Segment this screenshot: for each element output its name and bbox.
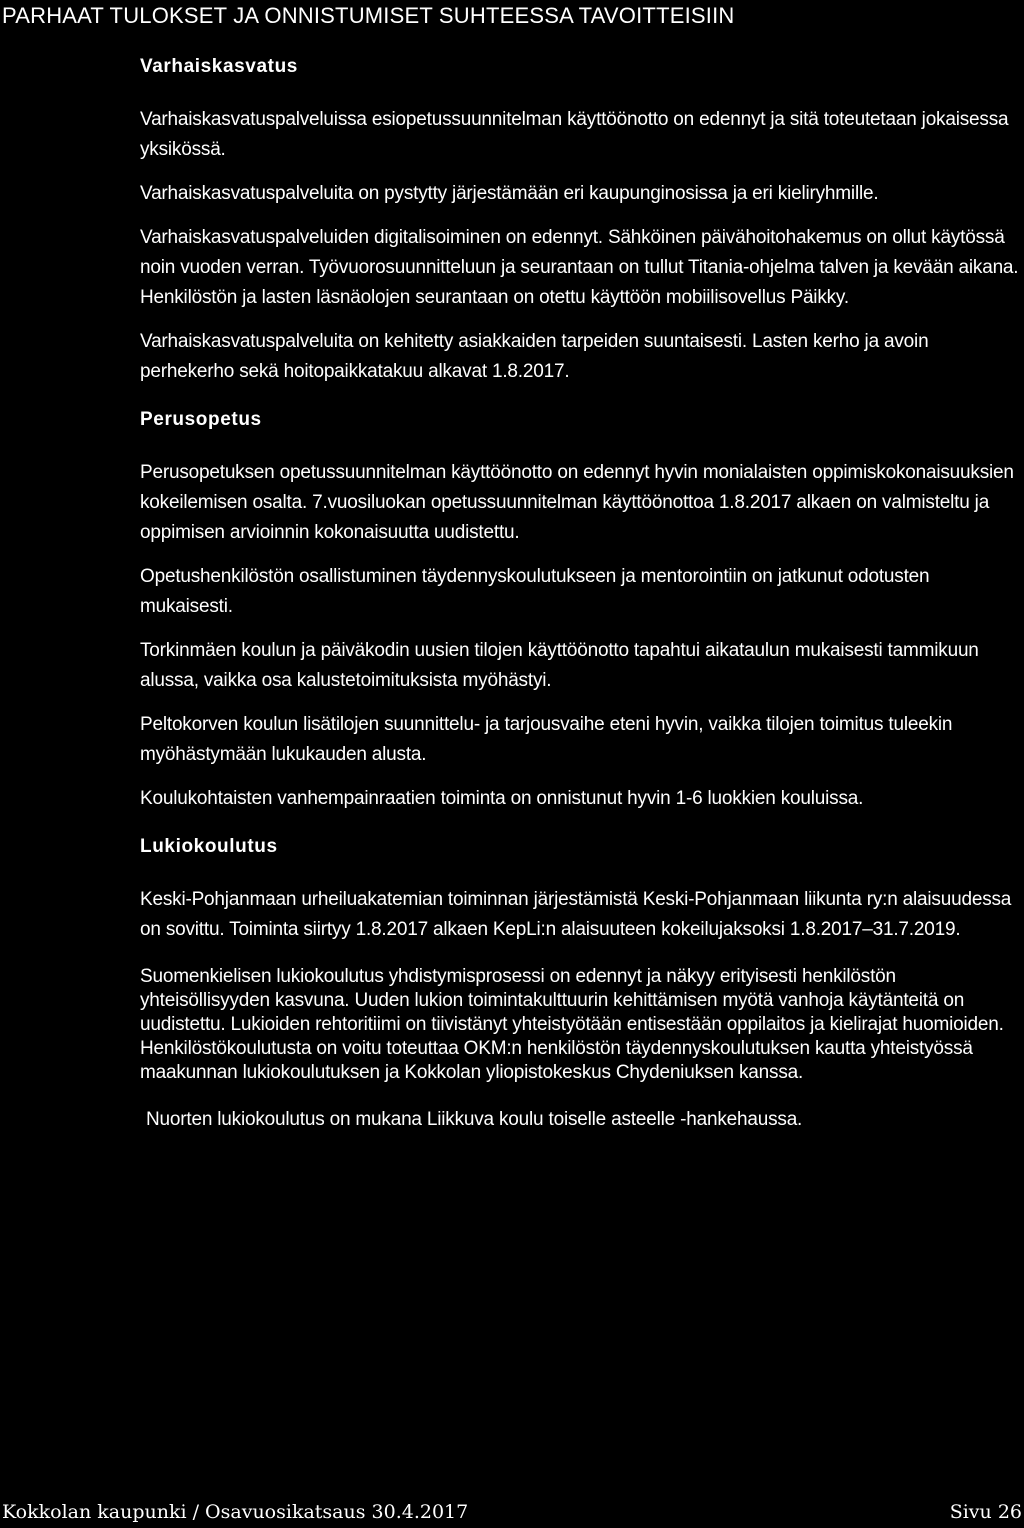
paragraph: Koulukohtaisten vanhempainraatien toiminta on onnistunut hyvin 1-6 luokkien kouluissa. xyxy=(140,788,864,809)
paragraph: Perusopetuksen opetussuunnitelman käyttöönotto on edennyt hyvin monialaisten oppimiskokonaisuuksien kokeilemisen osalta. 7.vuosiluokan opetussuunnitelman käyttöönottoa 1.8.2017 alkaen on valmisteltu ja oppimisen arvioinnin kokonaisuutta uudistettu. xyxy=(140,462,1014,543)
paragraph: Peltokorven koulun lisätilojen suunnittelu- ja tarjousvaihe eteni hyvin, vaikka tilojen toimitus tuleekin myöhästymään lukukauden alusta. xyxy=(140,714,953,765)
paragraph: Nuorten lukiokoulutus on mukana Liikkuva koulu toiselle asteelle -hankehaussa. xyxy=(146,1109,803,1130)
section-heading-perusopetus: Perusopetus xyxy=(140,409,262,430)
paragraph: Torkinmäen koulun ja päiväkodin uusien tilojen käyttöönotto tapahtui aikataulun mukaisesti tammikuun alussa, vaikka osa kalustetoimituksista myöhästyi. xyxy=(140,640,979,691)
section-heading-lukiokoulutus: Lukiokoulutus xyxy=(140,836,278,857)
section-heading-varhaiskasvatus: Varhaiskasvatus xyxy=(140,56,298,77)
paragraph: Keski-Pohjanmaan urheiluakatemian toiminnan järjestämistä Keski-Pohjanmaan liikunta ry:n alaisuudessa on sovittu. Toiminta siirtyy 1.8.2017 alkaen KepLi:n alaisuuteen kokeilujaksoksi 1.8.2017–31.7.2019. xyxy=(140,889,1012,940)
paragraph: Varhaiskasvatuspalveluita on kehitetty asiakkaiden tarpeiden suuntaisesti. Lasten kerho ja avoin perhekerho sekä hoitopaikkatakuu alkavat 1.8.2017. xyxy=(140,331,929,382)
document-body xyxy=(140,52,1022,1149)
paragraph: Varhaiskasvatuspalveluita on pystytty järjestämään eri kaupunginosissa ja eri kieliryhmille. xyxy=(140,183,879,204)
page-title: PARHAAT TULOKSET JA ONNISTUMISET SUHTEESSA TAVOITTEISIIN xyxy=(2,3,735,28)
page-number: Sivu 26 xyxy=(949,1501,1022,1523)
paragraph: Opetushenkilöstön osallistuminen täydennyskoulutukseen ja mentorointiin on jatkunut odotusten mukaisesti. xyxy=(140,566,930,617)
paragraph: Varhaiskasvatuspalveluiden digitalisoiminen on edennyt. Sähköinen päivähoitohakemus on ollut käytössä noin vuoden verran. Työvuorosuunnitteluun ja seurantaan on tullut Titania-ohjelma talven ja kevään aikana. Henkilöstön ja lasten läsnäolojen seurantaan on otettu käyttöön mobiilisovellus Päikky. xyxy=(140,227,1019,308)
paragraph: Varhaiskasvatuspalveluissa esiopetussuunnitelman käyttöönotto on edennyt ja sitä toteutetaan jokaisessa yksikössä. xyxy=(140,109,1009,160)
paragraph: Suomenkielisen lukiokoulutus yhdistymisprosessi on edennyt ja näkyy erityisesti henkilöstön yhteisöllisyyden kasvuna. Uuden lukion toimintakulttuurin kehittämisen myötä vanhoja käytänteitä on uudistettu. Lukioiden rehtoritiimi on tiivistänyt yhteistyötään entisestään oppilaitos ja kielirajat huomioiden. Henkilöstökoulutusta on voitu toteuttaa OKM:n henkilöstön täydennyskoulutuksen kautta yhteistyössä maakunnan lukiokoulutuksen ja Kokkolan yliopistokeskus Chydeniuksen kanssa. xyxy=(140,966,1004,1083)
footer-publication: Kokkolan kaupunki / Osavuosikatsaus 30.4.2017 xyxy=(2,1501,469,1523)
